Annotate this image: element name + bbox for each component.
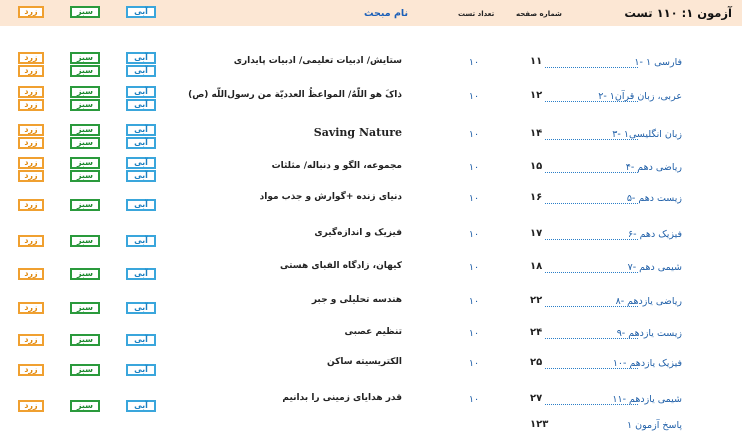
row-subject[interactable]: ۱- فارسی ۱ — [634, 57, 682, 68]
tag-green[interactable]: سبز — [70, 302, 100, 314]
row-count: ۱۰ — [468, 229, 480, 240]
tag-green[interactable]: سبز — [70, 364, 100, 376]
row-subject[interactable]: ۱۰- فیزیک یازدهم — [612, 358, 682, 369]
row-topic: دنیای زنده +گوارش و جذب مواد — [259, 192, 402, 202]
tag-blue[interactable]: آبی — [126, 157, 156, 169]
row-topic: الکتریسیته ساکن — [326, 357, 402, 367]
row-dotted-leader — [545, 67, 638, 68]
tag-orange[interactable]: زرد — [18, 157, 44, 169]
header-tag-green: سبز — [70, 6, 100, 18]
page-title: آزمون ۱: ۱۱۰ تست — [624, 6, 732, 20]
row-subject[interactable]: ۳- زبان انگلیسی۱ — [612, 129, 682, 140]
tag-green[interactable]: سبز — [70, 124, 100, 136]
tag-green[interactable]: سبز — [70, 52, 100, 64]
row-page: ۱۲ — [530, 90, 543, 101]
tag-orange[interactable]: زرد — [18, 137, 44, 149]
tag-orange[interactable]: زرد — [18, 99, 44, 111]
row-subject[interactable]: ۱۱- شیمی یازدهم — [612, 394, 682, 405]
row-page: ۲۴ — [530, 327, 543, 338]
row-topic: فیزیک و اندازه‌گیری — [314, 228, 402, 238]
tag-blue[interactable]: آبی — [126, 334, 156, 346]
row-topic: Saving Nature — [313, 126, 402, 139]
tag-green[interactable]: سبز — [70, 99, 100, 111]
row-dotted-leader — [545, 239, 638, 240]
row-page: ۱۸ — [530, 261, 543, 272]
row-page: ۱۷ — [530, 228, 543, 239]
tag-blue[interactable]: آبی — [126, 170, 156, 182]
row-dotted-leader — [545, 172, 638, 173]
tag-blue[interactable]: آبی — [126, 302, 156, 314]
row-topic: مجموعه، الگو و دنباله/ مثلثات — [271, 161, 402, 171]
footer-label[interactable]: پاسخ آزمون ۱ — [627, 420, 682, 431]
row-topic: ستایش/ ادبیات تعلیمی/ ادبیات پایداری — [233, 56, 402, 66]
row-topic: قدر هدایای زمینی را بدانیم — [282, 393, 402, 403]
row-topic: هندسه تحلیلی و جبر — [311, 295, 402, 305]
row-page: ۲۲ — [530, 295, 543, 306]
row-subject[interactable]: ۶- فیزیک دهم — [628, 229, 682, 240]
row-count: ۱۰ — [468, 129, 480, 140]
tag-blue[interactable]: آبی — [126, 52, 156, 64]
footer-page: ۱۲۳ — [530, 419, 549, 430]
row-count: ۱۰ — [468, 262, 480, 273]
row-page: ۱۵ — [530, 161, 543, 172]
tag-green[interactable]: سبز — [70, 65, 100, 77]
tag-green[interactable]: سبز — [70, 235, 100, 247]
tag-blue[interactable]: آبی — [126, 65, 156, 77]
topic-column-header: نام مبحث — [364, 8, 409, 19]
row-page: ۱۶ — [530, 192, 543, 203]
row-page: ۱۴ — [530, 128, 543, 139]
row-subject[interactable]: ۲- عربی، زبان قرآن۱ — [598, 91, 682, 102]
tag-orange[interactable]: زرد — [18, 199, 44, 211]
row-page: ۱۱ — [530, 56, 543, 67]
tag-blue[interactable]: آبی — [126, 99, 156, 111]
tag-blue[interactable]: آبی — [126, 400, 156, 412]
tag-green[interactable]: سبز — [70, 334, 100, 346]
count-column-header: تعداد تست — [458, 10, 495, 18]
row-count: ۱۰ — [468, 394, 480, 405]
header-tag-blue: آبی — [126, 6, 156, 18]
row-topic: تنظیم عصبی — [344, 327, 402, 337]
tag-blue[interactable]: آبی — [126, 235, 156, 247]
tag-orange[interactable]: زرد — [18, 334, 44, 346]
row-topic: کیهان، زادگاه الفبای هستی — [280, 261, 402, 271]
row-count: ۱۰ — [468, 91, 480, 102]
row-subject[interactable]: ۵- زیست دهم — [626, 193, 682, 204]
row-dotted-leader — [545, 272, 638, 273]
row-count: ۱۰ — [468, 328, 480, 339]
tag-blue[interactable]: آبی — [126, 137, 156, 149]
tag-orange[interactable]: زرد — [18, 302, 44, 314]
row-count: ۱۰ — [468, 358, 480, 369]
header-tag-orange: زرد — [18, 6, 44, 18]
tag-orange[interactable]: زرد — [18, 235, 44, 247]
tag-green[interactable]: سبز — [70, 199, 100, 211]
tag-green[interactable]: سبز — [70, 170, 100, 182]
tag-blue[interactable]: آبی — [126, 124, 156, 136]
tag-blue[interactable]: آبی — [126, 364, 156, 376]
tag-orange[interactable]: زرد — [18, 124, 44, 136]
tag-green[interactable]: سبز — [70, 157, 100, 169]
tag-blue[interactable]: آبی — [126, 268, 156, 280]
tag-orange[interactable]: زرد — [18, 170, 44, 182]
row-subject[interactable]: ۹- زیست یازدهم — [616, 328, 682, 339]
tag-green[interactable]: سبز — [70, 268, 100, 280]
row-subject[interactable]: ۷- شیمی دهم — [627, 262, 682, 273]
row-count: ۱۰ — [468, 162, 480, 173]
tag-orange[interactable]: زرد — [18, 364, 44, 376]
row-count: ۱۰ — [468, 57, 480, 68]
tag-orange[interactable]: زرد — [18, 65, 44, 77]
tag-green[interactable]: سبز — [70, 400, 100, 412]
tag-green[interactable]: سبز — [70, 86, 100, 98]
tag-orange[interactable]: زرد — [18, 52, 44, 64]
row-count: ۱۰ — [468, 296, 480, 307]
row-dotted-leader — [545, 203, 638, 204]
tag-green[interactable]: سبز — [70, 137, 100, 149]
tag-orange[interactable]: زرد — [18, 268, 44, 280]
tag-blue[interactable]: آبی — [126, 86, 156, 98]
row-subject[interactable]: ۸- ریاضی یازدهم — [615, 296, 682, 307]
row-page: ۲۷ — [530, 393, 543, 404]
tag-blue[interactable]: آبی — [126, 199, 156, 211]
row-page: ۲۵ — [530, 357, 543, 368]
page-column-header: شماره صفحه — [516, 10, 562, 18]
row-topic: ذاکَ هو اللّهُ/ المواعظُ العددیّة من رسول‌اللّه (ص) — [188, 90, 402, 100]
tag-orange[interactable]: زرد — [18, 400, 44, 412]
row-subject[interactable]: ۴- ریاضی دهم — [625, 162, 682, 173]
tag-orange[interactable]: زرد — [18, 86, 44, 98]
row-count: ۱۰ — [468, 193, 480, 204]
